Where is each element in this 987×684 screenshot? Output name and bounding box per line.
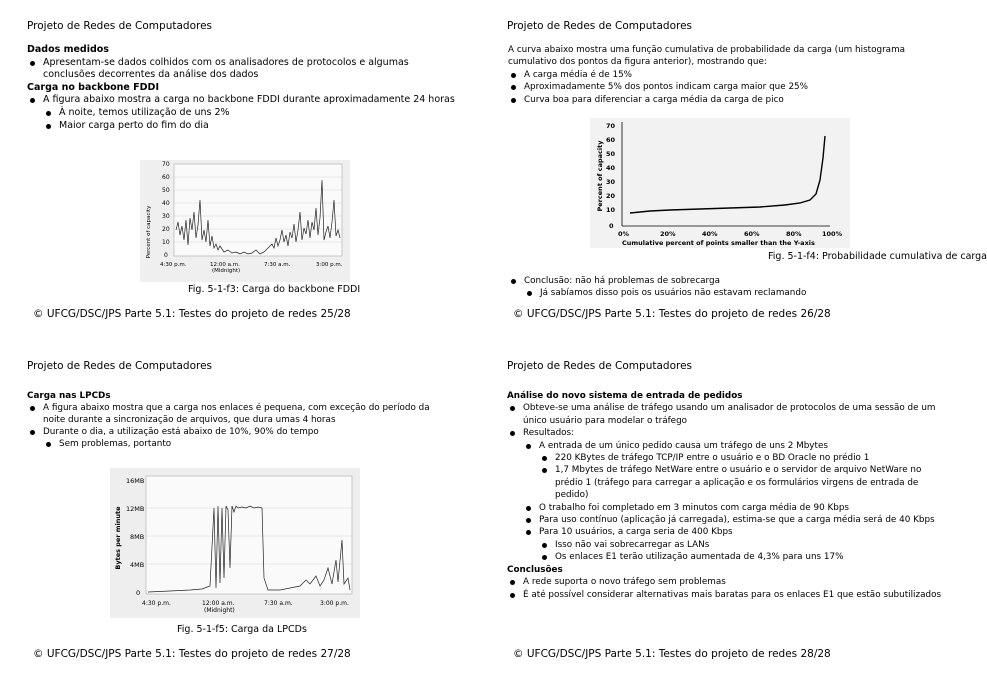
section-title: Carga nas LPCDs bbox=[27, 391, 111, 401]
fddi-load-figure bbox=[140, 160, 350, 282]
svg-text:12:00 a.m.: 12:00 a.m. bbox=[210, 262, 240, 268]
bullet-item: Para 10 usuários, a carga seria de 400 Kbps bbox=[523, 526, 947, 538]
bullet-item: À noite, temos utilização de uns 2% bbox=[43, 107, 457, 120]
bullet-item: Para uso contínuo (aplicação já carregada), estima-se que a carga média será de 40 Kbps bbox=[523, 514, 947, 526]
slide-body bbox=[27, 44, 457, 132]
svg-text:10: 10 bbox=[162, 239, 170, 246]
svg-text:12:00 a.m.: 12:00 a.m. bbox=[202, 600, 235, 607]
slide-conclusion bbox=[508, 275, 948, 300]
bullet-item: Aproximadamente 5% dos pontos indicam carga maior que 25% bbox=[508, 81, 948, 93]
svg-text:7:30 a.m.: 7:30 a.m. bbox=[264, 600, 293, 607]
svg-text:0: 0 bbox=[136, 589, 141, 597]
svg-text:4MB: 4MB bbox=[130, 561, 145, 569]
svg-text:60: 60 bbox=[606, 136, 616, 144]
figure-caption: Fig. 5-1-f4: Probabilidade cumulativa de carga bbox=[768, 251, 987, 262]
bullet-item: Isso não vai sobrecarregar as LANs bbox=[539, 539, 947, 551]
bullet-item: A figura abaixo mostra a carga no backbone FDDI durante aproximadamente 24 horas bbox=[27, 94, 457, 107]
svg-text:10: 10 bbox=[606, 206, 616, 214]
slide-footer: © UFCG/DSC/JPS Parte 5.1: Testes do projeto de redes 25/28 bbox=[33, 308, 351, 320]
svg-text:0%: 0% bbox=[618, 230, 630, 238]
svg-text:50: 50 bbox=[162, 187, 170, 194]
svg-text:30: 30 bbox=[606, 178, 616, 186]
svg-text:4:30 p.m.: 4:30 p.m. bbox=[142, 600, 171, 607]
figure-caption: Fig. 5-1-f5: Carga da LPCDs bbox=[177, 624, 307, 635]
section-title: Dados medidos bbox=[27, 44, 109, 55]
svg-text:20: 20 bbox=[162, 226, 170, 233]
bullet-item: É até possível considerar alternativas mais baratas para os enlaces E1 que estão subutilizados bbox=[507, 589, 947, 601]
slide-header: Projeto de Redes de Computadores bbox=[27, 360, 213, 372]
slide-body bbox=[508, 44, 948, 106]
slide-27 bbox=[5, 348, 475, 678]
svg-text:0: 0 bbox=[609, 222, 614, 230]
svg-text:100%: 100% bbox=[822, 230, 843, 238]
svg-text:3:00 p.m.: 3:00 p.m. bbox=[316, 262, 343, 268]
bullet-item: Já sabíamos disso pois os usuários não estavam reclamando bbox=[524, 287, 948, 299]
slide-footer: © UFCG/DSC/JPS Parte 5.1: Testes do projeto de redes 27/28 bbox=[33, 648, 351, 660]
bullet-item: A rede suporta o novo tráfego sem problemas bbox=[507, 576, 947, 588]
bullet-item: Durante o dia, a utilização está abaixo de 10%, 90% do tempo bbox=[27, 426, 447, 438]
svg-text:8MB: 8MB bbox=[130, 533, 145, 541]
bullet-item: A entrada de um único pedido causa um tráfego de uns 2 Mbytes bbox=[523, 440, 947, 452]
svg-text:40%: 40% bbox=[702, 230, 718, 238]
cumulative-probability-figure bbox=[590, 118, 850, 248]
svg-text:40: 40 bbox=[606, 164, 616, 172]
svg-text:0: 0 bbox=[164, 252, 168, 259]
y-axis-label: Percent of capacity bbox=[146, 205, 152, 259]
svg-text:7:30 a.m.: 7:30 a.m. bbox=[264, 262, 291, 268]
slide-body bbox=[27, 390, 447, 450]
bullet-item: 1,7 Mbytes de tráfego NetWare entre o usuário e o servidor de arquivo NetWare no prédio 1 (tráfego para carregar a aplicação e os formulários virgens de entrada de pedido) bbox=[539, 464, 947, 501]
slide-26 bbox=[485, 8, 987, 338]
slide-header: Projeto de Redes de Computadores bbox=[507, 360, 693, 372]
slide-footer: © UFCG/DSC/JPS Parte 5.1: Testes do projeto de redes 28/28 bbox=[513, 648, 831, 660]
bullet-item: Resultados: bbox=[507, 427, 947, 439]
svg-text:70: 70 bbox=[606, 122, 616, 130]
svg-text:30: 30 bbox=[162, 213, 170, 220]
svg-text:60: 60 bbox=[162, 174, 170, 181]
svg-text:40: 40 bbox=[162, 200, 170, 207]
bullet-item: A carga média é de 15% bbox=[508, 69, 948, 81]
svg-text:(Midnight): (Midnight) bbox=[204, 607, 235, 614]
section-title: Carga no backbone FDDI bbox=[27, 81, 159, 93]
bullet-item: Curva boa para diferenciar a carga média da carga de pico bbox=[508, 94, 948, 106]
bullet-item: A figura abaixo mostra que a carga nos enlaces é pequena, com exceção do período da noite durante a sincronização de arquivos, que dura umas 4 horas bbox=[27, 402, 447, 426]
svg-text:60%: 60% bbox=[744, 230, 760, 238]
svg-text:20: 20 bbox=[606, 192, 616, 200]
bullet-item: Conclusão: não há problemas de sobrecarga bbox=[508, 275, 948, 287]
svg-text:50: 50 bbox=[606, 150, 616, 158]
lpcd-load-figure bbox=[110, 468, 360, 618]
slide-body bbox=[507, 390, 947, 601]
y-axis-label: Bytes per minute bbox=[114, 506, 122, 570]
slide-28 bbox=[485, 348, 955, 678]
bullet-item: Maior carga perto do fim do dia bbox=[43, 120, 457, 133]
slide-header: Projeto de Redes de Computadores bbox=[507, 20, 693, 32]
svg-text:20%: 20% bbox=[660, 230, 676, 238]
svg-text:12MB: 12MB bbox=[126, 505, 145, 513]
slide-25 bbox=[5, 8, 475, 338]
bullet-item: Os enlaces E1 terão utilização aumentada de 4,3% para uns 17% bbox=[539, 551, 947, 563]
section-title: Conclusões bbox=[507, 564, 563, 575]
intro-text: A curva abaixo mostra uma função cumulativa de probabilidade da carga (um histograma cumulativo dos pontos da figura anterior), mostrando que: bbox=[508, 45, 906, 68]
bullet-item: Sem problemas, portanto bbox=[43, 438, 447, 450]
slide-footer: © UFCG/DSC/JPS Parte 5.1: Testes do projeto de redes 26/28 bbox=[513, 308, 831, 320]
svg-text:70: 70 bbox=[162, 161, 170, 168]
bullet-item: O trabalho foi completado em 3 minutos com carga média de 90 Kbps bbox=[523, 502, 947, 514]
svg-text:16MB: 16MB bbox=[126, 477, 145, 485]
section-title: Análise do novo sistema de entrada de pedidos bbox=[507, 391, 743, 401]
svg-text:4:30 p.m.: 4:30 p.m. bbox=[160, 262, 187, 268]
y-axis-label: Percent of capacity bbox=[596, 140, 604, 212]
slide-header: Projeto de Redes de Computadores bbox=[27, 20, 213, 32]
x-axis-label: Cumulative percent of points smaller than the Y-axis bbox=[622, 239, 815, 247]
svg-text:80%: 80% bbox=[786, 230, 802, 238]
bullet-item: Obteve-se uma análise de tráfego usando um analisador de protocolos de uma sessão de um único usuário para modelar o tráfego bbox=[507, 402, 947, 427]
svg-text:(Midnight): (Midnight) bbox=[212, 268, 241, 274]
svg-text:3:00 p.m.: 3:00 p.m. bbox=[320, 600, 349, 607]
figure-caption: Fig. 5-1-f3: Carga do backbone FDDI bbox=[188, 284, 361, 295]
bullet-item: 220 KBytes de tráfego TCP/IP entre o usuário e o BD Oracle no prédio 1 bbox=[539, 452, 947, 464]
bullet-item: Apresentam-se dados colhidos com os analisadores de protocolos e algumas conclusões decorrentes da análise dos dados bbox=[27, 57, 457, 82]
